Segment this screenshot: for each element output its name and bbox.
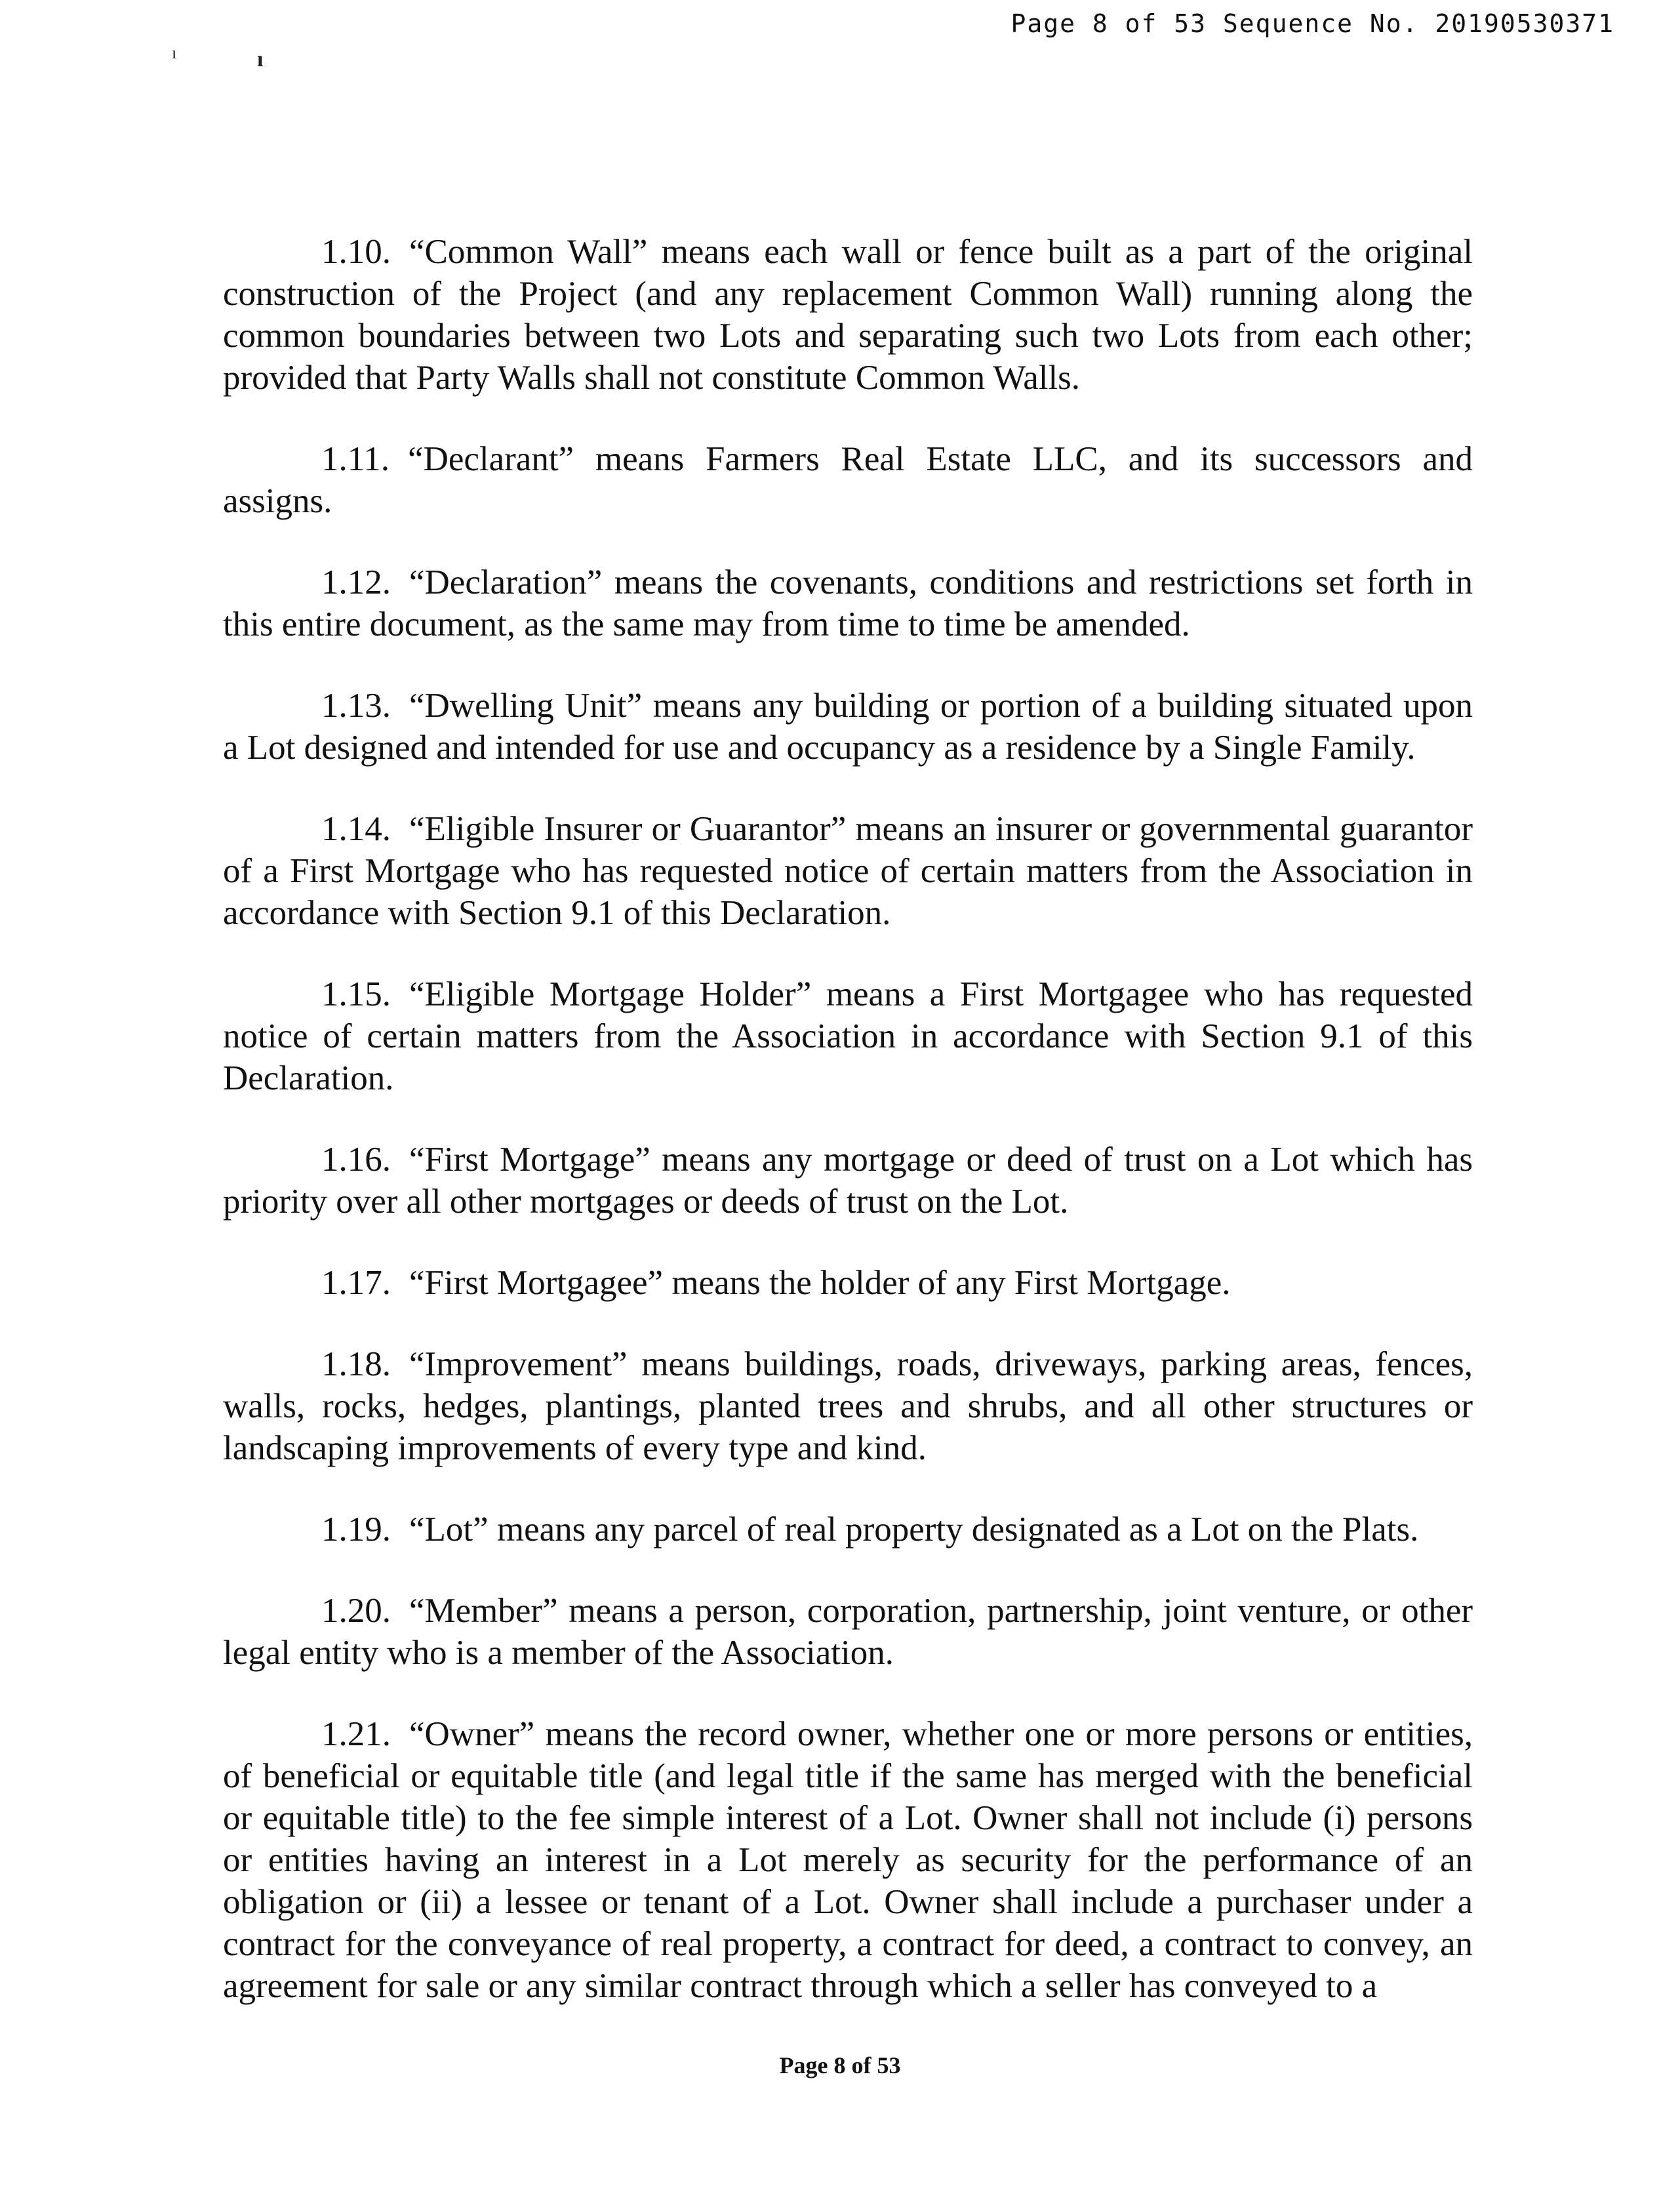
section-1-18 [223, 1343, 1473, 1469]
section-1-11 [223, 438, 1473, 522]
section-text: “Eligible Mortgage Holder” means a First Mortgagee who has requested notice of certain matters from the Association in accordance with Section 9.1 of this Declaration. [223, 975, 1473, 1097]
section-text: “Eligible Insurer or Guarantor” means an insurer or governmental guarantor of a First Mortgage who has requested notice of certain matters from the Association in accordance with Section 9.1 of this Declaration. [223, 810, 1473, 932]
section-number: 1.16. [321, 1141, 391, 1179]
section-1-21 [223, 1713, 1473, 2007]
section-1-19 [223, 1509, 1473, 1550]
scan-mark: ı [172, 43, 177, 62]
section-number: 1.11. [321, 440, 390, 478]
section-1-15 [223, 973, 1473, 1099]
section-number: 1.17. [321, 1264, 391, 1302]
scan-mark: ı [257, 47, 264, 71]
section-1-12 [223, 561, 1473, 645]
section-1-13 [223, 685, 1473, 769]
section-text: “First Mortgagee” means the holder of any First Mortgage. [409, 1264, 1231, 1302]
section-number: 1.13. [321, 687, 391, 725]
section-number: 1.14. [321, 810, 391, 848]
section-1-20 [223, 1590, 1473, 1674]
section-text: “Declarant” means Farmers Real Estate LLC, and its successors and assigns. [223, 440, 1473, 520]
section-number: 1.15. [321, 975, 391, 1013]
recording-stamp: Page 8 of 53 Sequence No. 20190530371 [1010, 9, 1614, 38]
section-number: 1.12. [321, 563, 391, 601]
section-number: 1.19. [321, 1510, 391, 1549]
section-text: “Improvement” means buildings, roads, driveways, parking areas, fences, walls, rocks, hedges, plantings, planted trees and shrubs, and all other structures or landscaping improvements of every type and kind. [223, 1345, 1473, 1467]
section-1-17 [223, 1262, 1473, 1304]
section-text: “Common Wall” means each wall or fence built as a part of the original construction of the Project (and any replacement Common Wall) running along the common boundaries between two Lots and separating such two Lots from each other; provided that Party Walls shall not constitute Common Walls. [223, 233, 1473, 397]
section-text: “Owner” means the record owner, whether one or more persons or entities, of beneficial or equitable title (and legal title if the same has merged with the beneficial or equitable title) to the fee simple interest of a Lot. Owner shall not include (i) persons or entities having an interest in a Lot merely as security for the performance of an obligation or (ii) a lessee or tenant of a Lot. Owner shall include a purchaser under a contract for the conveyance of real property, a contract for deed, a contract to convey, an agreement for sale or any similar contract through which a seller has conveyed to a [223, 1715, 1473, 2005]
section-number: 1.10. [321, 233, 391, 271]
document-body [223, 231, 1473, 2007]
section-1-10 [223, 231, 1473, 399]
section-number: 1.21. [321, 1715, 391, 1753]
page-footer: Page 8 of 53 [779, 2052, 901, 2078]
section-text: “Declaration” means the covenants, conditions and restrictions set forth in this entire document, as the same may from time to time be amended. [223, 563, 1473, 643]
section-1-16 [223, 1139, 1473, 1223]
section-number: 1.20. [321, 1592, 391, 1630]
section-number: 1.18. [321, 1345, 391, 1383]
section-1-14 [223, 808, 1473, 934]
section-text: “Lot” means any parcel of real property designated as a Lot on the Plats. [409, 1510, 1419, 1549]
section-text: “Dwelling Unit” means any building or portion of a building situated upon a Lot designed and intended for use and occupancy as a residence by a Single Family. [223, 687, 1473, 767]
section-text: “Member” means a person, corporation, partnership, joint venture, or other legal entity who is a member of the Association. [223, 1592, 1473, 1672]
section-text: “First Mortgage” means any mortgage or deed of trust on a Lot which has priority over all other mortgages or deeds of trust on the Lot. [223, 1141, 1473, 1221]
